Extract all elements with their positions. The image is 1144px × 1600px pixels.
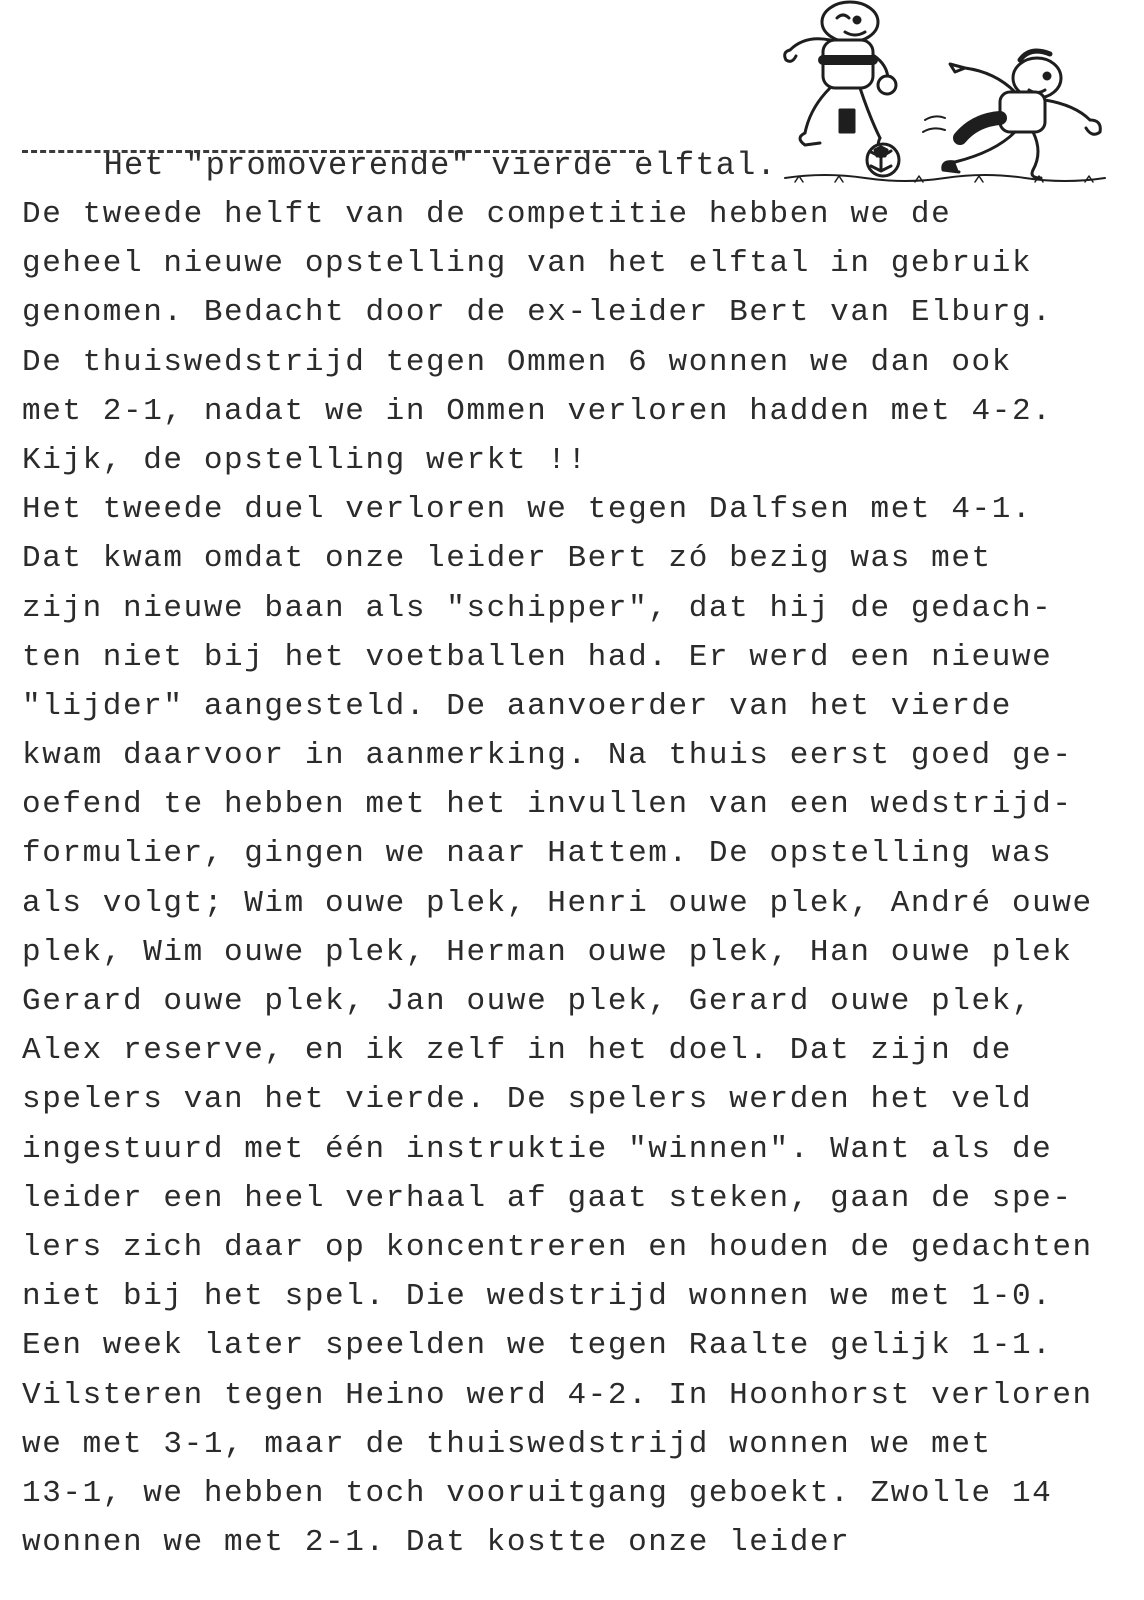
- text-line: formulier, gingen we naar Hattem. De opstelling was: [22, 836, 1053, 872]
- heading-underline: [22, 150, 644, 153]
- text-line: ten niet bij het voetballen had. Er werd een nieuwe: [22, 639, 1053, 675]
- text-line: 13-1, we hebben toch vooruitgang geboekt. Zwolle 14: [22, 1475, 1053, 1511]
- football-players-cartoon-icon: [775, 0, 1135, 190]
- text-line: leider een heel verhaal af gaat steken, gaan de spe-: [22, 1180, 1073, 1216]
- text-line: "lijder" aangesteld. De aanvoerder van het vierde: [22, 688, 1012, 724]
- text-line: met 2-1, nadat we in Ommen verloren hadden met 4-2.: [22, 393, 1053, 429]
- text-line: ingestuurd met één instruktie "winnen". Want als de: [22, 1131, 1053, 1167]
- text-line: we met 3-1, maar de thuiswedstrijd wonnen we met: [22, 1426, 992, 1462]
- article-body: [22, 190, 1132, 1567]
- text-line: Kijk, de opstelling werkt !!: [22, 442, 588, 478]
- text-line: lers zich daar op koncentreren en houden de gedachten: [22, 1229, 1093, 1265]
- text-line: zijn nieuwe baan als "schipper", dat hij de gedach-: [22, 590, 1053, 626]
- text-line: Dat kwam omdat onze leider Bert zó bezig was met: [22, 541, 992, 577]
- text-line: Alex reserve, en ik zelf in het doel. Dat zijn de: [22, 1033, 1012, 1069]
- text-line: kwam daarvoor in aanmerking. Na thuis eerst goed ge-: [22, 738, 1073, 774]
- text-line: Gerard ouwe plek, Jan ouwe plek, Gerard ouwe plek,: [22, 984, 1033, 1019]
- text-line: spelers van het vierde. De spelers werden het veld: [22, 1082, 1033, 1118]
- text-line: niet bij het spel. Die wedstrijd wonnen we met 1-0.: [22, 1279, 1053, 1315]
- text-line: geheel nieuwe opstelling van het elftal in gebruik: [22, 246, 1033, 282]
- text-line: Een week later speelden we tegen Raalte gelijk 1-1.: [22, 1328, 1053, 1364]
- text-line: oefend te hebben met het invullen van een wedstrijd-: [22, 787, 1073, 823]
- text-line: De thuiswedstrijd tegen Ommen 6 wonnen we dan ook: [22, 344, 1012, 380]
- text-line: Het tweede duel verloren we tegen Dalfsen met 4-1.: [22, 492, 1033, 528]
- text-line: plek, Wim ouwe plek, Herman ouwe plek, Han ouwe plek: [22, 934, 1073, 970]
- text-line: als volgt; Wim ouwe plek, Henri ouwe plek, André ouwe: [22, 885, 1093, 921]
- text-line: De tweede helft van de competitie hebben we de: [22, 197, 952, 232]
- text-line: genomen. Bedacht door de ex-leider Bert van Elburg.: [22, 295, 1053, 331]
- heading-text: Het "promoverende" vierde elftal.: [103, 147, 777, 184]
- text-line: Vilsteren tegen Heino werd 4-2. In Hoonhorst verloren: [22, 1377, 1093, 1413]
- text-line: wonnen we met 2-1. Dat kostte onze leider: [22, 1525, 851, 1561]
